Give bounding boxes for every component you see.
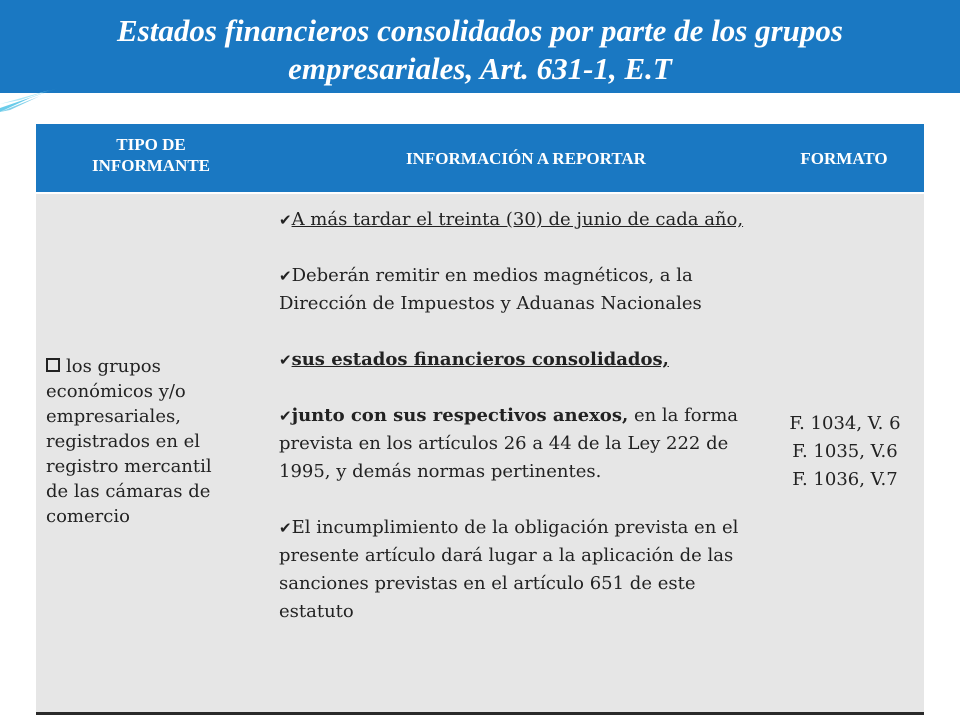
formato-line-2: F. 1035, V.6 [792,441,898,462]
info-item-3: sus estados financieros consolidados, [291,349,669,370]
list-item [279,206,759,234]
info-table [36,124,924,712]
cell-informacion [279,206,759,654]
list-item [279,346,759,374]
checkmark-icon: ✔ [279,351,292,369]
header-tipo-line2: INFORMANTE [91,156,211,175]
header-tipo-informante [66,134,236,176]
list-item [279,402,759,486]
informante-text-4: registrados en el [46,431,201,452]
header-informacion: INFORMACIÓN A REPORTAR [406,149,646,168]
info-item-4-rest: en la forma prevista en los artículos 26 a 44 de la Ley 222 de 1995, y demás normas pertinentes. [279,405,739,482]
cell-formato [766,410,924,494]
info-item-4-bold: junto con sus respectivos anexos, [291,405,629,426]
informante-text-7: comercio [46,506,130,527]
info-item-1: A más tardar el treinta (30) de junio de cada año, [291,209,744,230]
informante-text-5: registro mercantil [46,456,212,477]
informante-line1 [46,354,266,379]
informante-text-2: económicos y/o [46,381,186,402]
square-bullet-icon [46,358,60,372]
cell-tipo-informante [46,354,266,529]
slide-title-line2: empresariales, Art. 631-1, E.T [288,51,672,86]
slide-title [0,12,960,88]
table-row [36,194,924,715]
informante-text-3: empresariales, [46,406,181,427]
header-formato: FORMATO [800,149,888,168]
info-item-2: Deberán remitir en medios magnéticos, a la Dirección de Impuestos y Aduanas Nacionales [279,265,702,314]
checkmark-icon: ✔ [279,211,292,229]
header-tipo-line1: TIPO DE [116,135,186,154]
formato-line-1: F. 1034, V. 6 [789,413,901,434]
informante-text-1: los grupos [66,356,161,377]
checkmark-icon: ✔ [279,407,292,425]
informante-text-6: de las cámaras de [46,481,211,502]
checkmark-icon: ✔ [279,519,292,537]
slide-title-line1: Estados financieros consolidados por parte de los grupos [116,13,843,48]
formato-line-3: F. 1036, V.7 [792,469,898,490]
list-item [279,514,759,626]
decorative-swoosh-icon [0,86,60,116]
info-item-5: El incumplimiento de la obligación prevista en el presente artículo dará lugar a la aplicación de las sanciones previstas en el artículo 651 de este estatuto [279,517,739,622]
table-header [36,124,924,194]
list-item [279,262,759,318]
checkmark-icon: ✔ [279,267,292,285]
